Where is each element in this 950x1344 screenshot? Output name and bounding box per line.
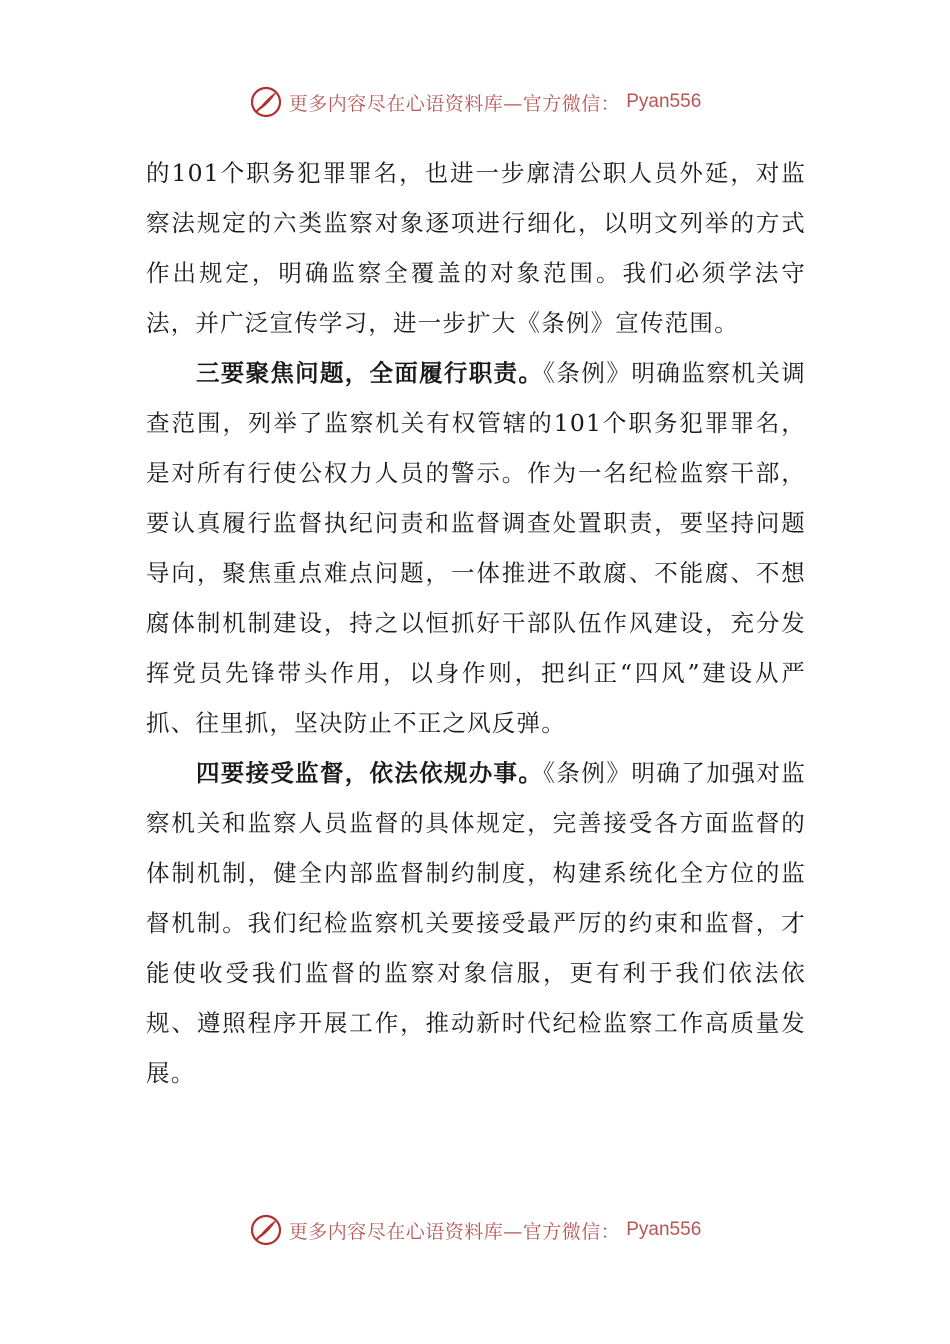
- document-body: [146, 148, 806, 1098]
- paragraph-2: [146, 348, 806, 748]
- paragraph-3: [146, 748, 806, 1098]
- banner-text: 更多内容尽在心语资料库—官方微信：: [288, 1220, 621, 1243]
- quill-logo-icon: [249, 1213, 283, 1247]
- banner-wechat-id: Pyan556: [626, 91, 702, 112]
- paragraph-1-body: 的101个职务犯罪罪名，也进一步廓清公职人员外延，对监察法规定的六类监察对象逐项进行细化，以明文列举的方式作出规定，明确监察全覆盖的对象范围。我们必须学法守法，并广泛宣传学习，进一步扩大《条例》宣传范围。: [146, 159, 806, 337]
- paragraph-1: [146, 148, 806, 348]
- header-banner: [0, 82, 950, 122]
- paragraph-2-heading: 三要聚焦问题，全面履行职责。: [196, 359, 544, 387]
- quill-logo-icon: [249, 85, 283, 119]
- paragraph-3-body: 《条例》明确了加强对监察机关和监察人员监督的具体规定，完善接受各方面监督的体制机制，健全内部监督制约制度，构建系统化全方位的监督机制。我们纪检监察机关要接受最严厉的约束和监督，才能使收受我们监督的监察对象信服，更有利于我们依法依规、遵照程序开展工作，推动新时代纪检监察工作高质量发展。: [146, 759, 807, 1087]
- banner-text: 更多内容尽在心语资料库—官方微信：: [288, 92, 621, 115]
- paragraph-2-body: 《条例》明确监察机关调查范围，列举了监察机关有权管辖的101个职务犯罪罪名，是对所有行使公权力人员的警示。作为一名纪检监察干部，要认真履行监督执纪问责和监督调查处置职责，要坚持问题导向，聚焦重点难点问题，一体推进不敢腐、不能腐、不想腐体制机制建设，持之以恒抓好干部队伍作风建设，充分发挥党员先锋带头作用，以身作则，把纠正“四风”建设从严抓、往里抓，坚决防止不正之风反弹。: [146, 359, 807, 737]
- paragraph-3-heading: 四要接受监督，依法依规办事。: [196, 759, 544, 787]
- footer-banner: [0, 1210, 950, 1250]
- banner-wechat-id: Pyan556: [626, 1219, 702, 1240]
